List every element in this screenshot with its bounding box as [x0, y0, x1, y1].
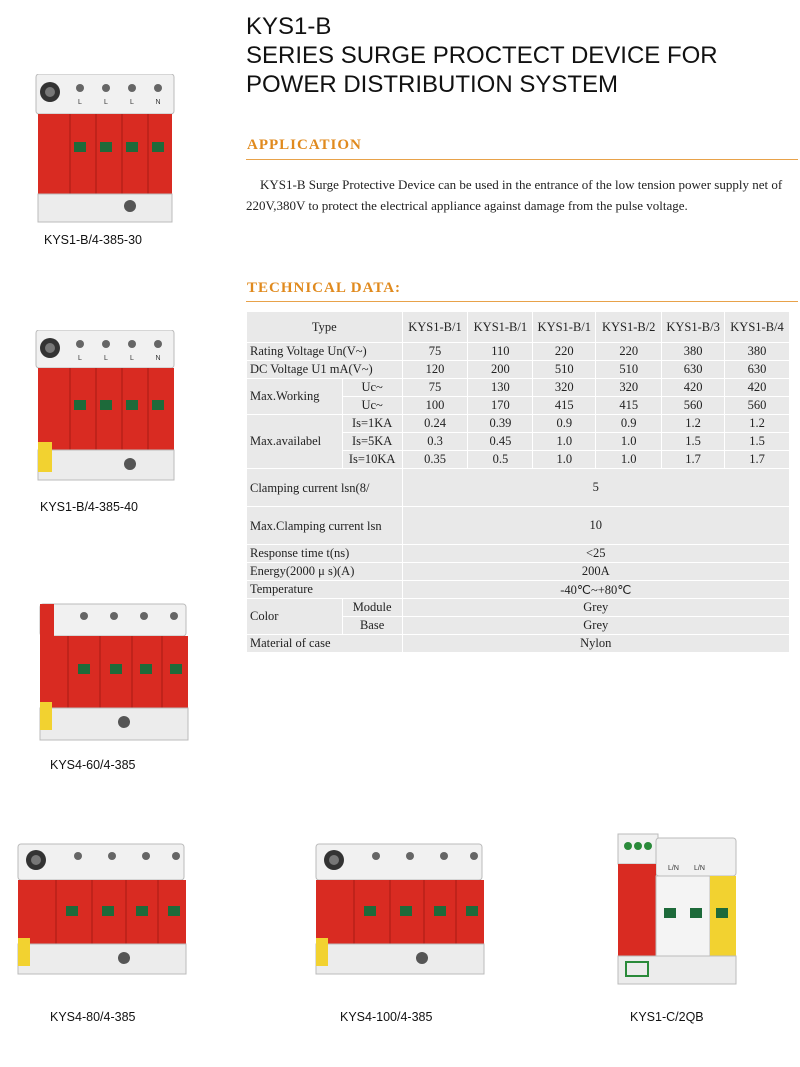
product-image-6: [608, 830, 742, 988]
table-cell: Grey: [402, 599, 789, 617]
sub-label: Is=1KA: [342, 415, 402, 433]
table-cell: 120: [402, 361, 468, 379]
row-label: Temperature: [247, 581, 403, 599]
device-label-l: L: [104, 355, 108, 362]
application-rule: [246, 159, 798, 160]
product-caption: KYS1-C/2QB: [630, 1010, 704, 1024]
technical-rule: [246, 301, 798, 302]
table-cell: 0.24: [402, 415, 468, 433]
product-image-5: [314, 842, 486, 976]
device-label-ln: L/N: [694, 865, 705, 872]
row-label: Max.Working: [247, 379, 343, 415]
sub-label: Uc~: [342, 397, 402, 415]
application-text: KYS1-B Surge Protective Device can be used in the entrance of the low tension power supply net of 220V,380V to protect the electrical appliance against damage from the pulse voltage.: [246, 177, 783, 213]
product-caption: KYS4-60/4-385: [50, 758, 136, 772]
table-row-max-available-1: [247, 415, 790, 433]
row-label: DC Voltage U1 mA(V~): [247, 361, 403, 379]
table-cell: 630: [662, 361, 725, 379]
table-row-max-clamping: [247, 507, 790, 545]
table-cell: 380: [725, 343, 790, 361]
application-heading: APPLICATION: [247, 137, 362, 153]
device-label-ln: L/N: [668, 865, 679, 872]
device-label-l: L: [104, 99, 108, 106]
table-cell: 1.5: [662, 433, 725, 451]
table-row-clamping: [247, 469, 790, 507]
table-cell: 220: [533, 343, 596, 361]
product-caption: KYS1-B/4-385-30: [44, 233, 142, 247]
table-cell: 380: [662, 343, 725, 361]
title-line-2: SERIES SURGE PROCTECT DEVICE FOR: [246, 42, 718, 69]
type-cell: KYS1-B/4: [725, 312, 790, 343]
table-row-response: [247, 545, 790, 563]
table-cell: 10: [402, 507, 789, 545]
sub-label: Base: [342, 617, 402, 635]
product-caption: KYS4-80/4-385: [50, 1010, 136, 1024]
table-cell: 1.7: [662, 451, 725, 469]
table-cell: 415: [596, 397, 662, 415]
row-label: Clamping current lsn(8/: [247, 469, 403, 507]
row-label: Max.Clamping current lsn: [247, 507, 403, 545]
table-cell: 0.39: [468, 415, 533, 433]
table-cell: 420: [662, 379, 725, 397]
table-cell: 420: [725, 379, 790, 397]
device-label-l: L: [130, 355, 134, 362]
table-cell: 320: [533, 379, 596, 397]
sub-label: Module: [342, 599, 402, 617]
table-cell: 560: [662, 397, 725, 415]
type-cell: KYS1-B/1: [402, 312, 468, 343]
device-label-l: L: [78, 355, 82, 362]
table-cell: 110: [468, 343, 533, 361]
table-cell: 1.5: [725, 433, 790, 451]
table-cell: 630: [725, 361, 790, 379]
table-cell: 1.2: [725, 415, 790, 433]
table-cell: <25: [402, 545, 789, 563]
table-cell: 220: [596, 343, 662, 361]
type-cell: KYS1-B/1: [468, 312, 533, 343]
table-cell: 130: [468, 379, 533, 397]
table-cell: 1.0: [596, 433, 662, 451]
row-label: Rating Voltage Un(V~): [247, 343, 403, 361]
table-cell: Nylon: [402, 635, 789, 653]
device-label-n: N: [155, 355, 161, 362]
table-cell: 560: [725, 397, 790, 415]
table-row-temperature: [247, 581, 790, 599]
sub-label: Uc~: [342, 379, 402, 397]
table-cell: 1.7: [725, 451, 790, 469]
sub-label: Is=5KA: [342, 433, 402, 451]
table-cell: 200: [468, 361, 533, 379]
table-cell: 415: [533, 397, 596, 415]
table-row-type: [247, 312, 790, 343]
table-cell: 510: [533, 361, 596, 379]
table-cell: 100: [402, 397, 468, 415]
product-image-2: [34, 330, 178, 482]
row-label: Max.availabel: [247, 415, 343, 469]
type-cell: KYS1-B/3: [662, 312, 725, 343]
table-cell: 0.5: [468, 451, 533, 469]
table-row-max-working-1: [247, 379, 790, 397]
table-row-material: [247, 635, 790, 653]
table-cell: 320: [596, 379, 662, 397]
table-cell: Grey: [402, 617, 789, 635]
table-row-rating-voltage: [247, 343, 790, 361]
row-label: Material of case: [247, 635, 403, 653]
row-label: Response time t(ns): [247, 545, 403, 563]
table-cell: 0.3: [402, 433, 468, 451]
product-image-3: [38, 602, 190, 742]
table-cell: 510: [596, 361, 662, 379]
table-cell: 170: [468, 397, 533, 415]
device-label-n: N: [155, 99, 161, 106]
title-line-3: POWER DISTRIBUTION SYSTEM: [246, 71, 619, 98]
type-label: Type: [247, 312, 403, 343]
device-label-l: L: [78, 99, 82, 106]
row-label: Color: [247, 599, 343, 635]
table-cell: 0.35: [402, 451, 468, 469]
product-caption: KYS4-100/4-385: [340, 1010, 433, 1024]
page-title: [246, 12, 718, 99]
table-cell: 1.0: [533, 433, 596, 451]
technical-heading: TECHNICAL DATA:: [247, 280, 402, 296]
table-cell: 1.0: [533, 451, 596, 469]
table-cell: 0.9: [596, 415, 662, 433]
table-cell: 5: [402, 469, 789, 507]
type-cell: KYS1-B/2: [596, 312, 662, 343]
table-cell: 0.45: [468, 433, 533, 451]
title-line-1: KYS1-B: [246, 13, 332, 40]
device-label-l: L: [130, 99, 134, 106]
table-row-color-module: [247, 599, 790, 617]
table-cell: 1.0: [596, 451, 662, 469]
table-cell: 1.2: [662, 415, 725, 433]
table-row-energy: [247, 563, 790, 581]
sub-label: Is=10KA: [342, 451, 402, 469]
table-cell: 75: [402, 343, 468, 361]
table-cell: 200A: [402, 563, 789, 581]
table-cell: 0.9: [533, 415, 596, 433]
table-row-dc-voltage: [247, 361, 790, 379]
table-cell: -40℃~+80℃: [402, 581, 789, 599]
row-label: Energy(2000 μ s)(A): [247, 563, 403, 581]
product-image-4: [16, 842, 188, 976]
table-cell: 75: [402, 379, 468, 397]
product-image-1: [34, 74, 178, 224]
type-cell: KYS1-B/1: [533, 312, 596, 343]
product-caption: KYS1-B/4-385-40: [40, 500, 138, 514]
technical-data-table: [246, 311, 790, 653]
